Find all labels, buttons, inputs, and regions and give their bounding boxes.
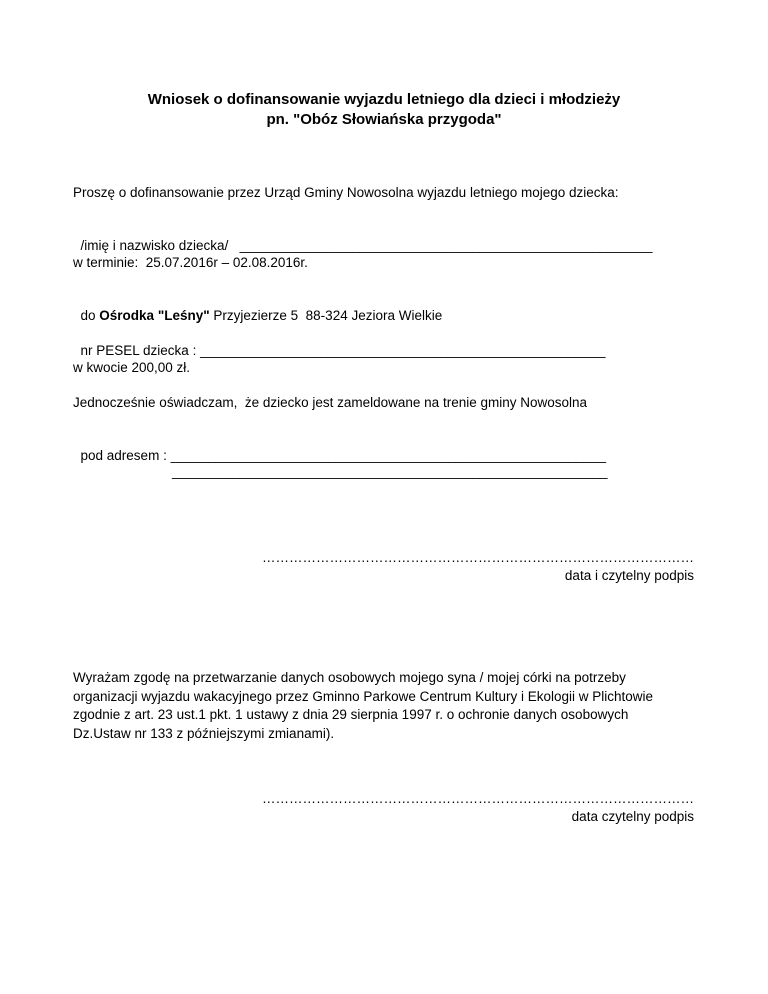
address-row (73, 429, 606, 465)
request-intro: Proszę o dofinansowanie przez Urząd Gminy Nowosolna wyjazdu letniego mojego dziecka: (73, 185, 619, 200)
child-name-label: /imię i nazwisko dziecka/ (80, 238, 229, 253)
term-row: w terminie: 25.07.2016r – 02.08.2016r. (73, 255, 308, 270)
child-name-blank[interactable]: _______________________________________________________ (239, 238, 653, 253)
pesel-label: nr PESEL dziecka : (80, 343, 201, 358)
address-blank-1[interactable]: __________________________________________________________ (170, 448, 607, 463)
declaration-row: Jednocześnie oświadczam, że dziecko jest zameldowane na trenie gminy Nowosolna (73, 395, 588, 410)
pesel-row (73, 324, 606, 360)
consent-line-4: Dz.Ustaw nr 133 z późniejszymi zmianami). (73, 725, 335, 741)
consent-line-3: zgodnie z art. 23 ust.1 pkt. 1 ustawy z dnia 29 sierpnia 1997 r. o ochronie danych osobowych (73, 707, 629, 722)
document-title-line2: pn. "Obóz Słowiańska przygoda" (266, 111, 502, 128)
address-row-2[interactable]: __________________________________________________________ (172, 464, 608, 479)
document-title-line1: Wniosek o dofinansowanie wyjazdu letniego dla dzieci i młodzieży (147, 91, 621, 108)
signature1-label: data i czytelny podpis (564, 568, 694, 583)
consent-line-1: Wyrażam zgodę na przetwarzanie danych osobowych mojego syna / mojej córki na potrzeby (73, 670, 626, 685)
pesel-blank[interactable]: ______________________________________________________ (200, 343, 606, 358)
center-name: Ośrodka "Leśny" (99, 308, 210, 323)
signature1-dotted-line[interactable]: …………………………………………………………………………………… (262, 550, 694, 565)
address-label: pod adresem : (80, 448, 171, 463)
center-prefix: do (80, 308, 100, 323)
signature2-dotted-line[interactable]: …………………………………………………………………………………… (262, 791, 694, 806)
signature2-label: data czytelny podpis (571, 809, 694, 824)
consent-line-2: organizacji wyjazdu wakacyjnego przez Gminno Parkowe Centrum Kultury i Ekologii w Plichtowie (73, 688, 653, 704)
center-row (73, 289, 442, 325)
consent-paragraph (73, 669, 713, 743)
amount-row: w kwocie 200,00 zł. (73, 360, 191, 375)
child-name-row (73, 219, 653, 255)
center-address: Przyjezierze 5 88-324 Jeziora Wielkie (209, 308, 443, 323)
